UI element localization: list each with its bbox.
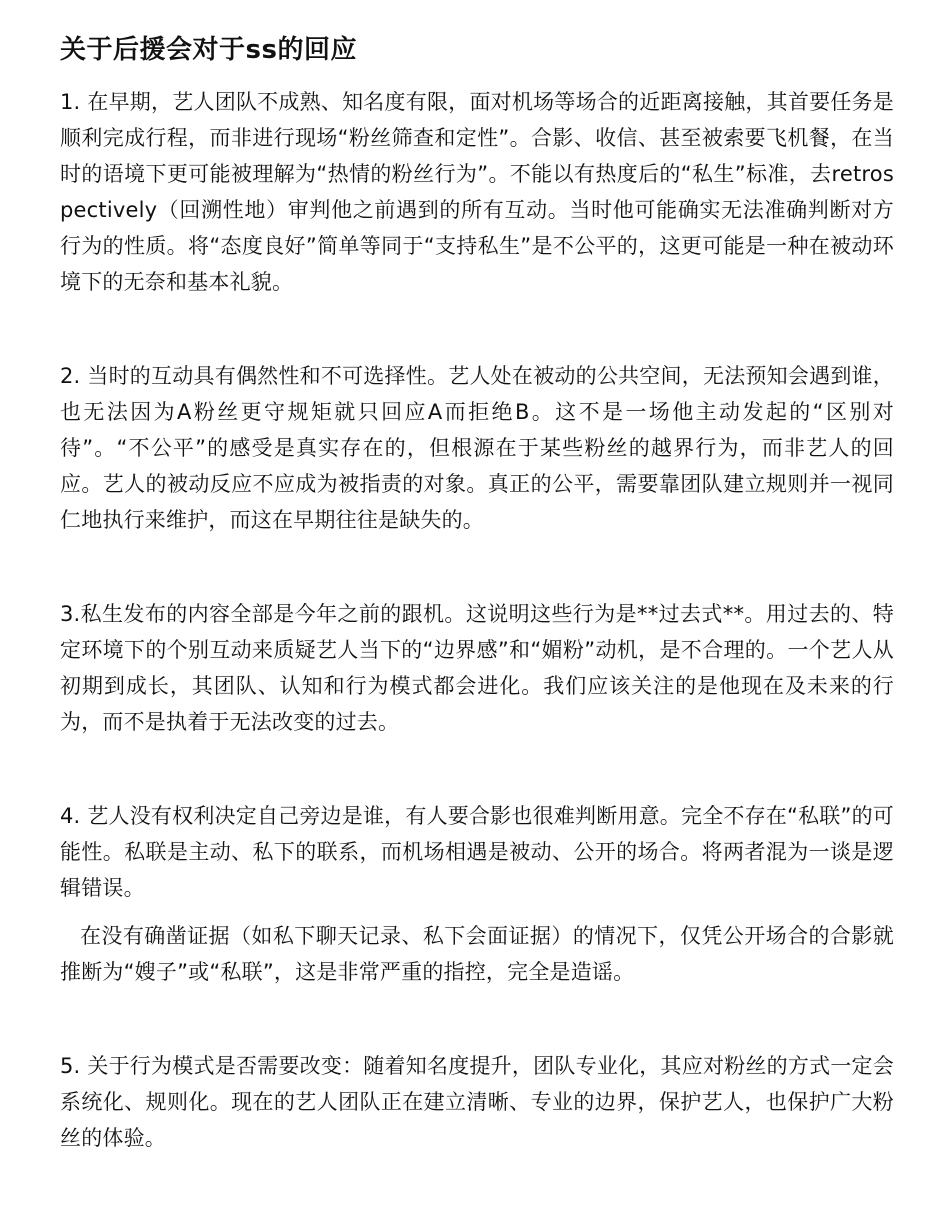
paragraph-4-continuation: 在没有确凿证据（如私下聊天记录、私下会面证据）的情况下，仅凭公开场合的合影就推断为“嫂子”或“私联”，这是非常严重的指控，完全是造谣。 (60, 924, 894, 984)
document-title: 关于后援会对于ss的回应 (60, 35, 357, 65)
paragraph-spacer (60, 538, 894, 596)
paragraph-2: 2. 当时的互动具有偶然性和不可选择性。艺人处在被动的公共空间，无法预知会遇到谁，也无法因为A粉丝更守规矩就只回应A而拒绝B。这不是一场他主动发起的“区别对待”。“不公平”的感受是真实存在的，但根源在于某些粉丝的越界行为，而非艺人的回应。艺人的被动反应不应成为被指责的对象。真正的公平，需要靠团队建立规则并一视同仁地执行来维护，而这在早期往往是缺失的。 (60, 364, 894, 532)
paragraph-spacer (60, 300, 894, 358)
paragraph-spacer (60, 740, 894, 798)
paragraph-spacer (60, 906, 894, 918)
paragraph-1: 1. 在早期，艺人团队不成熟、知名度有限，面对机场等场合的近距离接触，其首要任务是顺利完成行程，而非进行现场“粉丝筛查和定性”。合影、收信、甚至被索要飞机餐，在当时的语境下更可能被理解为“热情的粉丝行为”。不能以有热度后的“私生”标准，去retrospectively（回溯性地）审判他之前遇到的所有互动。当时他可能确实无法准确判断对方行为的性质。将“态度良好”简单等同于“支持私生”是不公平的，这更可能是一种在被动环境下的无奈和基本礼貌。 (60, 90, 894, 294)
paragraph-4: 4. 艺人没有权利决定自己旁边是谁，有人要合影也很难判断用意。完全不存在“私联”的可能性。私联是主动、私下的联系，而机场相遇是被动、公开的场合。将两者混为一谈是逻辑错误。 (60, 804, 894, 900)
paragraph-5: 5. 关于行为模式是否需要改变：随着知名度提升，团队专业化，其应对粉丝的方式一定会系统化、规则化。现在的艺人团队正在建立清晰、专业的边界，保护艺人，也保护广大粉丝的体验。 (60, 1054, 894, 1150)
paragraph-spacer (60, 990, 894, 1048)
paragraph-3: 3.私生发布的内容全部是今年之前的跟机。这说明这些行为是**过去式**。用过去的、特定环境下的个别互动来质疑艺人当下的“边界感”和“媚粉”动机，是不合理的。一个艺人从初期到成长，其团队、认知和行为模式都会进化。我们应该关注的是他现在及未来的行为，而不是执着于无法改变的过去。 (60, 602, 894, 734)
